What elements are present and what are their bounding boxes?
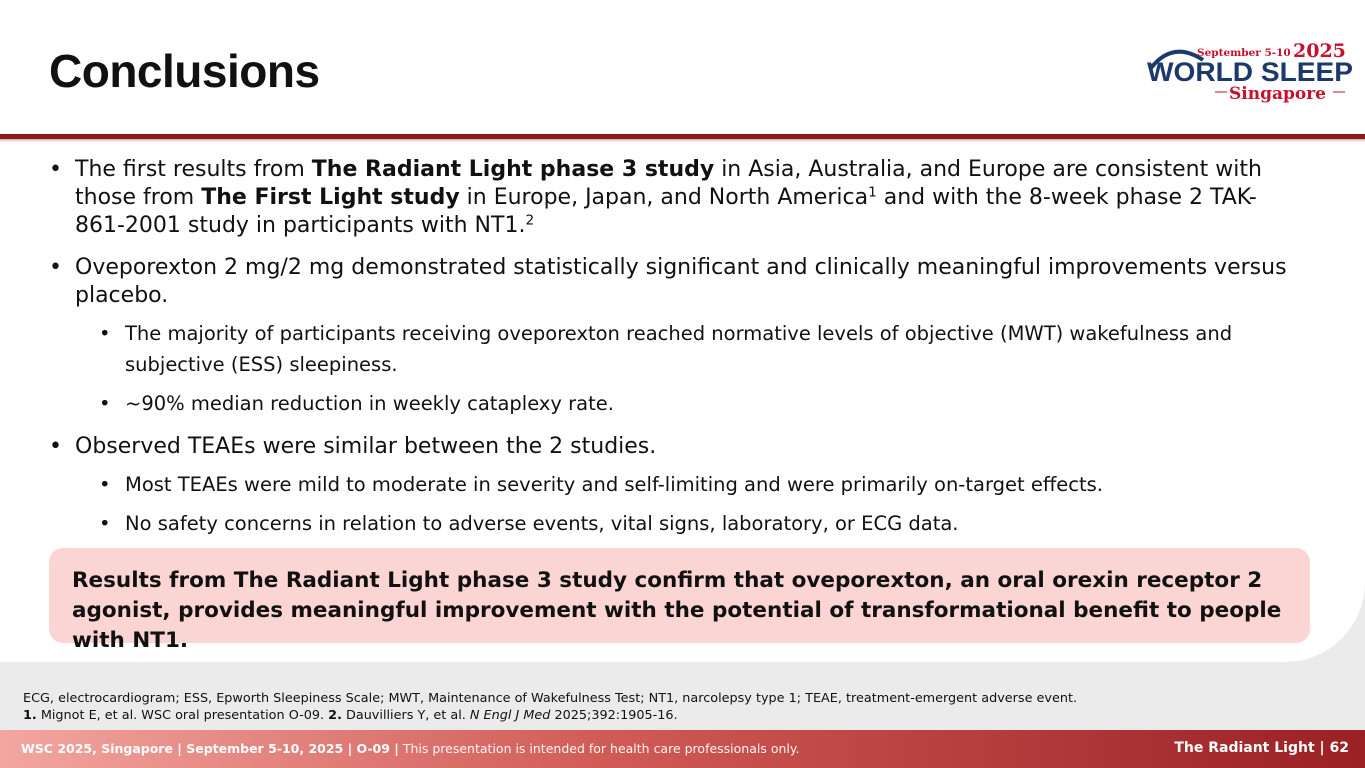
logo-city: Singapore [1229,84,1326,104]
sub-bullet-normative-levels: • The majority of participants receiving oveporexton reached normative levels of objective (MWT) wakefulness and subjective (ESS) sleepiness. [49,318,1299,380]
footer-bar [0,730,1365,768]
abbreviations: ECG, electrocardiogram; ESS, Epworth Sleepiness Scale; MWT, Maintenance of Wakefulness Test; NT1, narcolepsy type 1; TEAE, treatment-emergent adverse event. [23,691,1078,706]
bullet-marker: • [49,434,62,459]
sub-bullet-cataplexy: • ~90% median reduction in weekly cataplexy rate. [49,388,1299,419]
logo-year: 2025 [1293,40,1346,62]
bullet-marker: • [49,157,62,182]
bullet-marker: • [49,255,62,280]
bullet-marker: • [99,322,111,345]
references: 1. Mignot E, et al. WSC oral presentation O-09. 2. Dauvilliers Y, et al. N Engl J Med 2025;392:1905-16. [23,708,678,723]
bullet-marker: • [99,392,111,415]
footer-slide-number: The Radiant Light | 62 [1174,740,1349,756]
conclusion-callout: Results from The Radiant Light phase 3 study confirm that oveporexton, an oral orexin receptor 2 agonist, provides meaningful improvement with the potential of transformational benefit to people with NT1. [49,548,1310,643]
study-name-first-light: The First Light study [201,185,460,210]
logo-name: WORLD SLEEP [1147,57,1353,87]
bullet-efficacy: • Oveporexton 2 mg/2 mg demonstrated statistically significant and clinically meaningful improvements versus placebo. [49,255,1287,308]
reference-marker-2: 2 [525,212,535,229]
logo-dates: September 5-10 [1197,47,1291,59]
bullet-marker: • [99,473,111,496]
page-title: Conclusions [49,45,320,97]
reference-marker-1: 1 [868,184,877,201]
content-panel [0,142,1365,662]
footnotes [23,690,1077,724]
sub-bullet-safety-concerns: • No safety concerns in relation to adverse events, vital signs, laboratory, or ECG data. [49,508,1299,539]
bullet-safety: • Observed TEAEs were similar between the 2 studies. [49,434,657,459]
world-sleep-logo [1145,38,1355,104]
bullet-marker: • [99,512,111,535]
bullet-consistency: • The first results from The Radiant Light phase 3 study in Asia, Australia, and Europe are consistent with those from The First Light study in Europe, Japan, and North America$^1$ and with the 8-week phase 2 TAK-861-2001 study in participants with NT1.$^2$ [49,157,1262,238]
bullet-list [49,156,1299,549]
study-name-radiant: The Radiant Light phase 3 study [311,157,715,182]
sub-bullet-teae-severity: • Most TEAEs were mild to moderate in severity and self-limiting and were primarily on-target effects. [49,469,1299,500]
footer-meeting-info: WSC 2025, Singapore | September 5-10, 2025 | O-09 | This presentation is intended for health care professionals only. [21,741,800,756]
